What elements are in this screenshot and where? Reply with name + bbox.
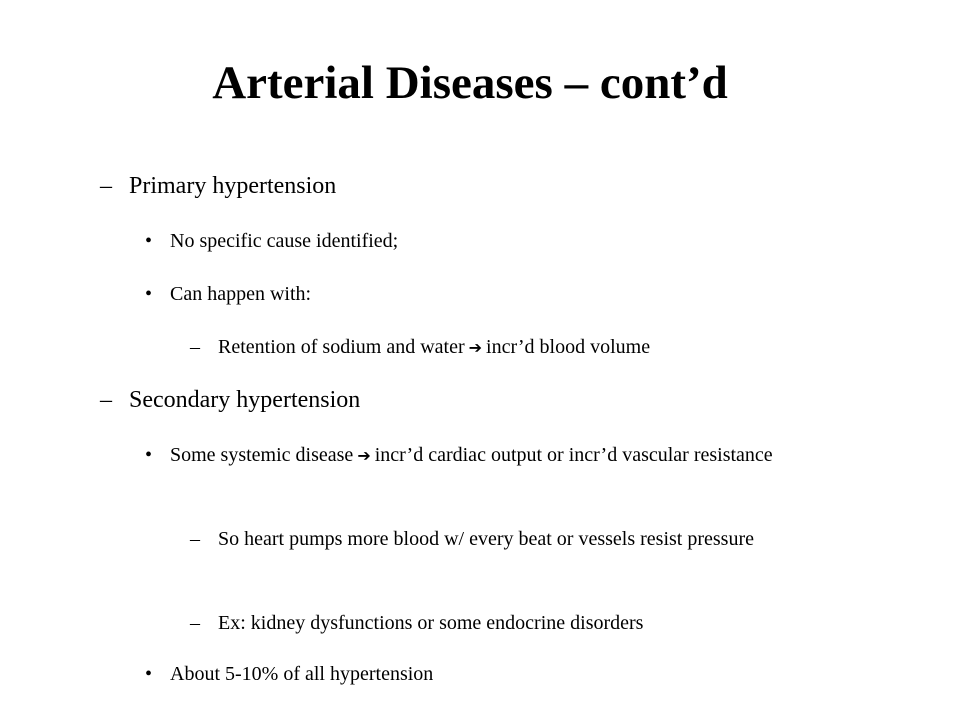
arrow-icon: ➔ <box>357 446 371 465</box>
bullet-marker: • <box>145 444 153 466</box>
dash-marker: – <box>190 528 200 550</box>
outline-text <box>145 443 885 467</box>
bullet-marker: • <box>145 283 153 305</box>
dash-marker: – <box>100 387 112 413</box>
outline-item-systemic-disease <box>145 443 885 467</box>
slide-title: Arterial Diseases – cont’d <box>212 57 728 109</box>
systemic-cause: Some systemic disease <box>170 444 354 466</box>
outline-text: About 5-10% of all hypertension <box>170 663 434 685</box>
outline-text: Can happen with: <box>170 283 312 305</box>
systemic-effect: incr’d cardiac output or incr’d vascular resistance <box>374 444 773 466</box>
outline-text: No specific cause identified; <box>170 230 399 252</box>
dash-marker: – <box>190 612 200 634</box>
outline-text <box>190 335 870 359</box>
retention-effect: incr’d blood volume <box>486 336 651 358</box>
outline-item-heart-pumps <box>190 527 870 551</box>
arrow-icon: ➔ <box>468 338 483 357</box>
outline-item-secondary-hypertension <box>100 386 360 415</box>
outline-item-percent <box>145 662 885 686</box>
outline-item-primary-hypertension <box>100 172 336 201</box>
bullet-marker: • <box>145 663 153 685</box>
outline-item-example <box>190 611 870 635</box>
outline-item-retention <box>190 335 870 359</box>
outline-item-no-cause <box>145 229 885 253</box>
outline-text: Secondary hypertension <box>129 387 361 413</box>
outline-text: So heart pumps more blood w/ every beat or vessels resist pressure <box>218 528 754 550</box>
retention-cause: Retention of sodium and water <box>218 336 465 358</box>
outline-text: Primary hypertension <box>129 173 337 199</box>
outline-item-can-happen <box>145 282 885 306</box>
bullet-marker: • <box>145 230 153 252</box>
dash-marker: – <box>190 336 200 358</box>
dash-marker: – <box>100 173 112 199</box>
outline-text: Ex: kidney dysfunctions or some endocrine disorders <box>218 612 644 634</box>
